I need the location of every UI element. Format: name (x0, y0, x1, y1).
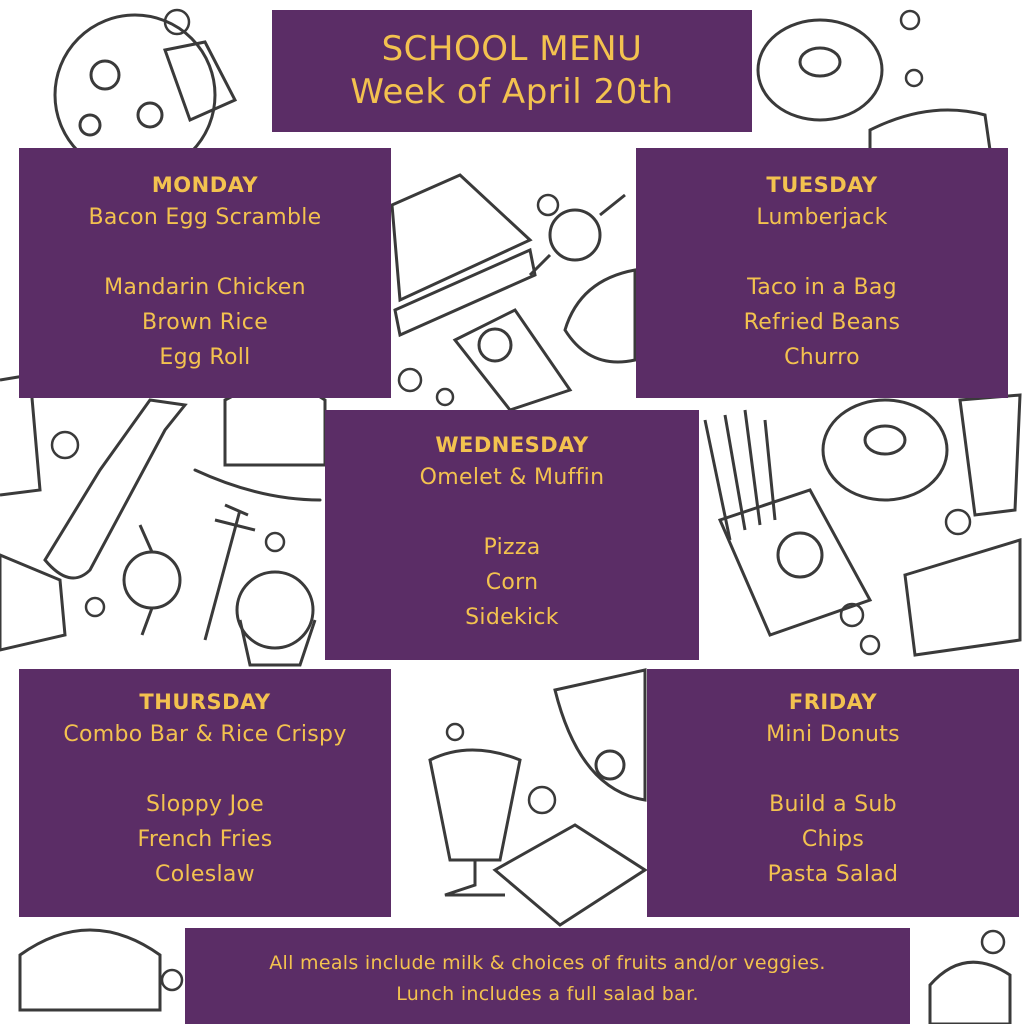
footer-line-meals: All meals include milk & choices of fruits and/or veggies. (269, 952, 826, 974)
day-heading: FRIDAY (788, 690, 878, 714)
cookie-icon (870, 110, 990, 150)
footer-line-salad: Lunch includes a full salad bar. (396, 983, 699, 1005)
footer-note (185, 928, 910, 1024)
breakfast-item: Mini Donuts (766, 722, 900, 747)
donut-icon-2 (823, 400, 947, 500)
lunch-item: Refried Beans (743, 310, 901, 335)
pizza-slice-icon (555, 670, 645, 800)
lunch-item: Pizza (483, 535, 541, 560)
lunch-item: Mandarin Chicken (104, 275, 306, 300)
page-subtitle: Week of April 20th (350, 72, 674, 112)
breakfast-item: Bacon Egg Scramble (88, 205, 322, 230)
donut-icon (758, 20, 882, 120)
day-card-tuesday (636, 148, 1008, 398)
day-heading: WEDNESDAY (435, 433, 589, 457)
lunch-item: Brown Rice (141, 310, 269, 335)
day-card-thursday (19, 669, 391, 917)
soda-can-icon (455, 310, 570, 410)
lunch-item: French Fries (137, 827, 273, 852)
day-card-monday (19, 148, 391, 398)
lunch-item: Egg Roll (159, 345, 251, 370)
fork-icon (205, 505, 255, 640)
ice-cream-icon (237, 572, 315, 665)
breakfast-item: Lumberjack (756, 205, 888, 230)
title-panel (272, 10, 752, 132)
lunch-item: Coleslaw (155, 862, 255, 887)
muffin-icon (930, 962, 1010, 1024)
lunch-item: Sidekick (465, 605, 559, 630)
french-fries-icon (705, 410, 775, 540)
lunch-item: Taco in a Bag (747, 275, 897, 300)
sandwich-icon-3 (495, 825, 645, 925)
day-heading: THURSDAY (139, 690, 271, 714)
breakfast-item: Omelet & Muffin (419, 465, 605, 490)
lunch-item: Build a Sub (769, 792, 897, 817)
lunch-item: Pasta Salad (767, 862, 899, 887)
lunch-item: Chips (801, 827, 865, 852)
day-card-wednesday (325, 410, 699, 660)
day-heading: MONDAY (151, 173, 259, 197)
milkshake-icon (430, 750, 520, 895)
lunch-item: Corn (485, 570, 539, 595)
page-title: SCHOOL MENU (381, 29, 643, 69)
day-heading: TUESDAY (766, 173, 878, 197)
lunch-item: Sloppy Joe (146, 792, 264, 817)
breakfast-item: Combo Bar & Rice Crispy (63, 722, 347, 747)
lunch-item: Churro (784, 345, 860, 370)
bottle-icon (45, 400, 185, 578)
day-card-friday (647, 669, 1019, 917)
